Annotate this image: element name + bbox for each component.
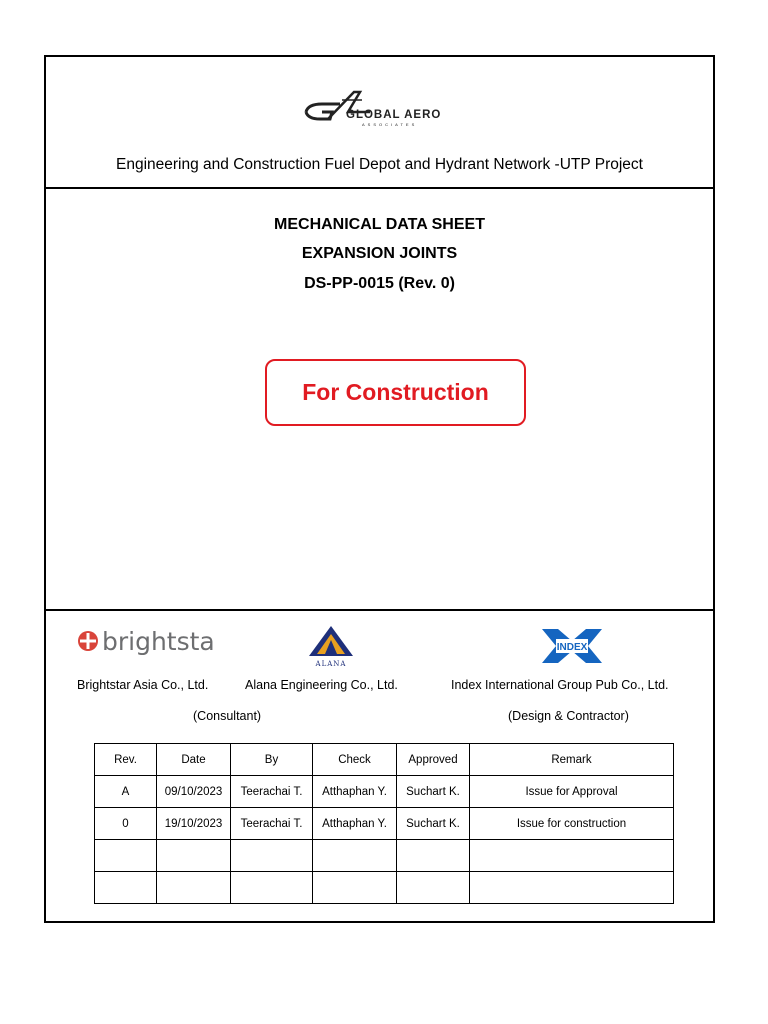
for-construction-stamp: For Construction bbox=[265, 359, 526, 426]
cell-check bbox=[313, 840, 397, 872]
cell-by bbox=[231, 840, 313, 872]
index-name: Index International Group Pub Co., Ltd. bbox=[451, 678, 669, 692]
cell-remark: Issue for Approval bbox=[470, 776, 674, 808]
cell-by: Teerachai T. bbox=[231, 808, 313, 840]
doc-number: DS-PP-0015 (Rev. 0) bbox=[304, 275, 455, 292]
table-row bbox=[95, 808, 674, 840]
cell-date: 09/10/2023 bbox=[157, 776, 231, 808]
logo-subtext: ASSOCIATES bbox=[362, 122, 418, 127]
alana-logo bbox=[305, 624, 357, 668]
footer-divider bbox=[44, 609, 715, 611]
header-rev: Rev. bbox=[95, 744, 157, 776]
table-header-row bbox=[95, 744, 674, 776]
cell-rev: A bbox=[95, 776, 157, 808]
global-aero-logo bbox=[302, 88, 470, 128]
brightstar-name: Brightstar Asia Co., Ltd. bbox=[77, 678, 209, 692]
cell-date bbox=[157, 872, 231, 904]
header-date: Date bbox=[157, 744, 231, 776]
project-title: Engineering and Construction Fuel Depot and Hydrant Network -UTP Project bbox=[116, 156, 643, 173]
brightstar-logo bbox=[76, 624, 216, 658]
consultant-role: (Consultant) bbox=[193, 709, 262, 723]
cell-check: Atthaphan Y. bbox=[313, 808, 397, 840]
revision-table bbox=[94, 743, 674, 904]
cell-remark bbox=[470, 840, 674, 872]
cell-date: 19/10/2023 bbox=[157, 808, 231, 840]
brightstar-logo-text: brightstar bbox=[102, 627, 216, 656]
contractor-role: (Design & Contractor) bbox=[508, 709, 629, 723]
cell-rev: 0 bbox=[95, 808, 157, 840]
cell-approved: Suchart K. bbox=[397, 808, 470, 840]
cell-remark: Issue for construction bbox=[470, 808, 674, 840]
header-remark: Remark bbox=[470, 744, 674, 776]
header-by: By bbox=[231, 744, 313, 776]
cell-approved bbox=[397, 872, 470, 904]
doc-title-line2: EXPANSION JOINTS bbox=[301, 245, 458, 262]
cell-by: Teerachai T. bbox=[231, 776, 313, 808]
cell-approved: Suchart K. bbox=[397, 776, 470, 808]
cell-by bbox=[231, 872, 313, 904]
table-row bbox=[95, 872, 674, 904]
doc-title-line1: MECHANICAL DATA SHEET bbox=[274, 216, 485, 233]
header-check: Check bbox=[313, 744, 397, 776]
cell-check bbox=[313, 872, 397, 904]
cell-date bbox=[157, 840, 231, 872]
index-logo-text: INDEX bbox=[556, 642, 588, 653]
cell-check: Atthaphan Y. bbox=[313, 776, 397, 808]
cell-approved bbox=[397, 840, 470, 872]
header-divider bbox=[44, 187, 715, 189]
cell-rev bbox=[95, 872, 157, 904]
cell-remark bbox=[470, 872, 674, 904]
table-row bbox=[95, 840, 674, 872]
cell-rev bbox=[95, 840, 157, 872]
logo-text: GLOBAL AERO bbox=[346, 109, 442, 121]
index-logo bbox=[540, 627, 604, 665]
header-approved: Approved bbox=[397, 744, 470, 776]
alana-name: Alana Engineering Co., Ltd. bbox=[245, 678, 398, 692]
table-row bbox=[95, 776, 674, 808]
alana-logo-text: ALANA bbox=[315, 660, 347, 668]
